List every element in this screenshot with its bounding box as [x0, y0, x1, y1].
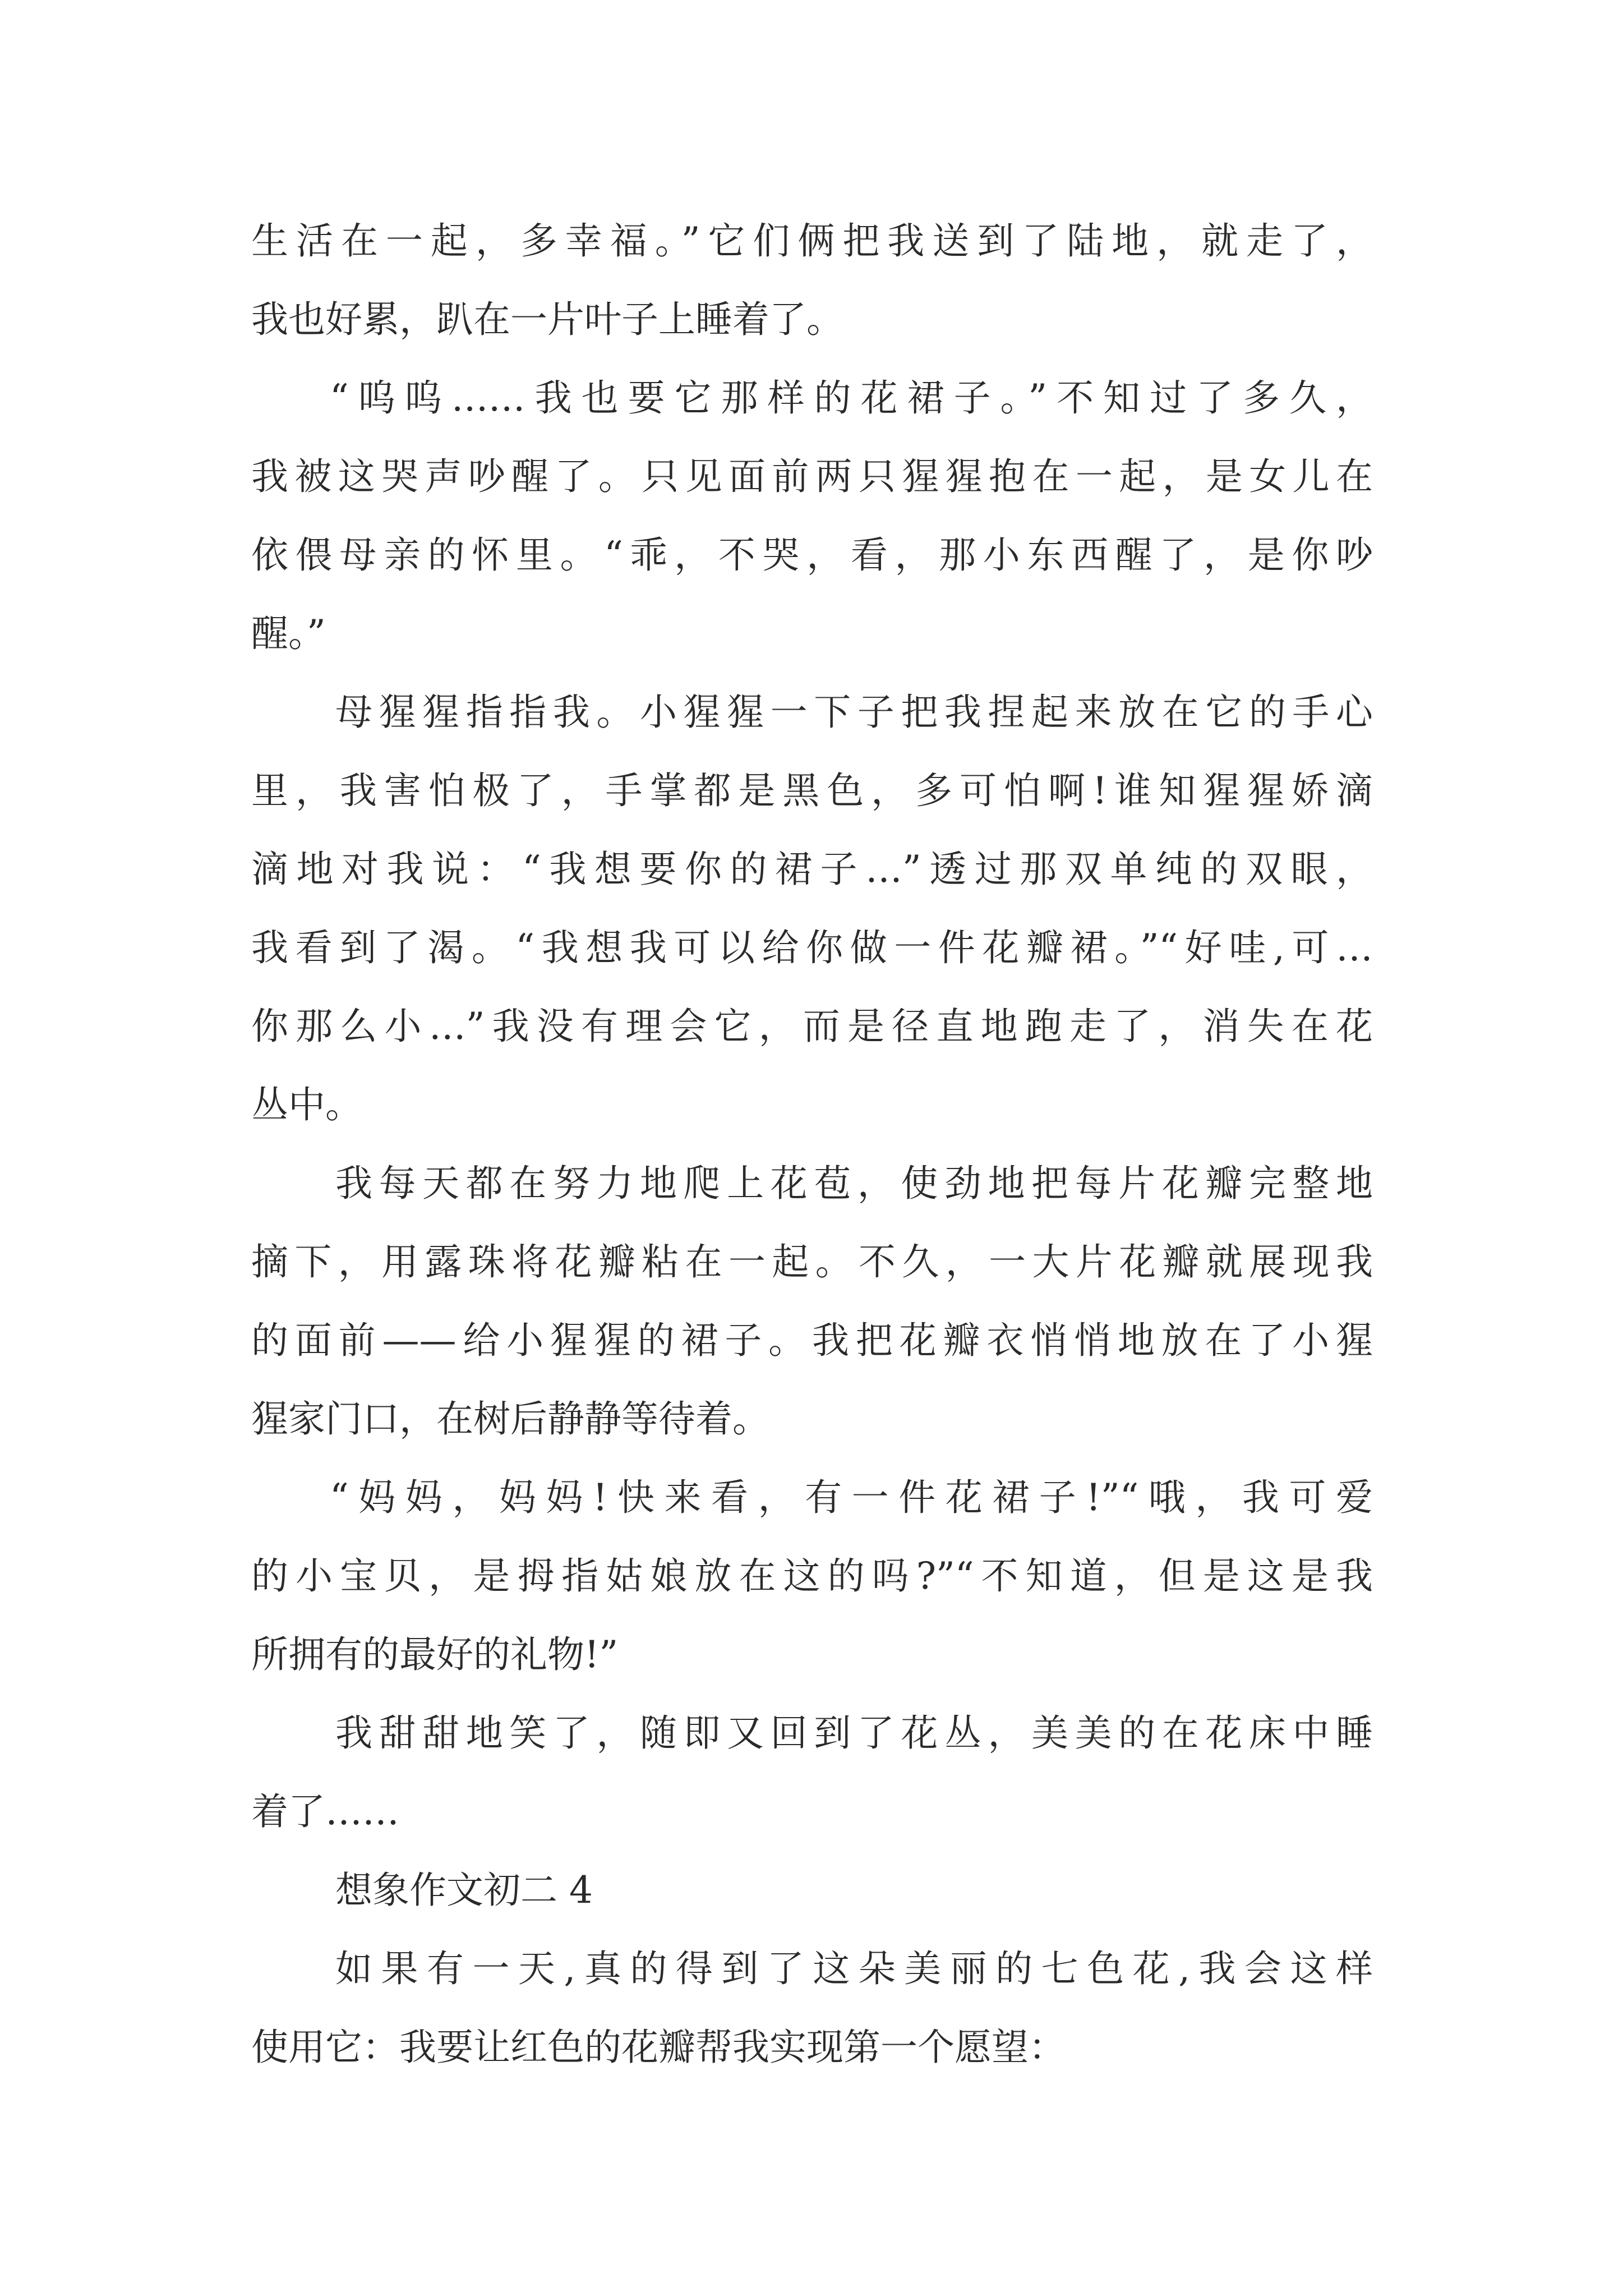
paragraph-first-line: 我每天都在努力地爬上花苞，使劲地把每片花瓣完整地: [335, 1162, 1373, 1205]
text-line: 我被这哭声吵醒了。只见面前两只猩猩抱在一起，是女儿在: [251, 455, 1373, 498]
paragraph-first-line: “呜呜……我也要它那样的花裙子。”不知过了多久，: [330, 376, 1373, 420]
text-line: 使用它：我要让红色的花瓣帮我实现第一个愿望：: [251, 2026, 1066, 2069]
text-line: 依偎母亲的怀里。“乖，不哭，看，那小东西醒了，是你吵: [251, 533, 1373, 577]
paragraph-first-line: 母猩猩指指我。小猩猩一下子把我捏起来放在它的手心: [335, 691, 1373, 734]
text-line: 的面前——给小猩猩的裙子。我把花瓣衣悄悄地放在了小猩: [251, 1319, 1373, 1362]
text-line: 我看到了渴。“我想我可以给你做一件花瓣裙。”“好哇,可…: [251, 926, 1373, 969]
text-line: 醒。”: [251, 612, 326, 655]
paragraph-first-line: 我甜甜地笑了，随即又回到了花丛，美美的在花床中睡: [335, 1711, 1373, 1755]
text-line: 你那么小…”我没有理会它，而是径直地跑走了，消失在花: [251, 1005, 1373, 1048]
paragraph-first-line: 如果有一天,真的得到了这朵美丽的七色花,我会这样: [335, 1947, 1373, 1990]
text-line: 丛中。: [251, 1083, 362, 1126]
text-line: 猩家门口，在树后静静等待着。: [251, 1397, 769, 1441]
text-line: 的小宝贝，是拇指姑娘放在这的吗?”“不知道，但是这是我: [251, 1554, 1373, 1598]
text-line: 摘下，用露珠将花瓣粘在一起。不久，一大片花瓣就展现我: [251, 1240, 1373, 1283]
text-line: 所拥有的最好的礼物!”: [251, 1633, 619, 1676]
text-line: 着了……: [251, 1790, 399, 1833]
section-heading: 想象作文初二 4: [335, 1869, 593, 1912]
text-line: 里，我害怕极了，手掌都是黑色，多可怕啊!谁知猩猩娇滴: [251, 769, 1373, 812]
paragraph-first-line: “妈妈，妈妈!快来看，有一件花裙子!”“哦，我可爱: [330, 1476, 1373, 1519]
text-line: 我也好累，趴在一片叶子上睡着了。: [251, 298, 843, 341]
text-line: 生活在一起，多幸福。”它们俩把我送到了陆地，就走了，: [251, 219, 1373, 263]
text-line: 滴地对我说：“我想要你的裙子…”透过那双单纯的双眼，: [251, 848, 1373, 891]
